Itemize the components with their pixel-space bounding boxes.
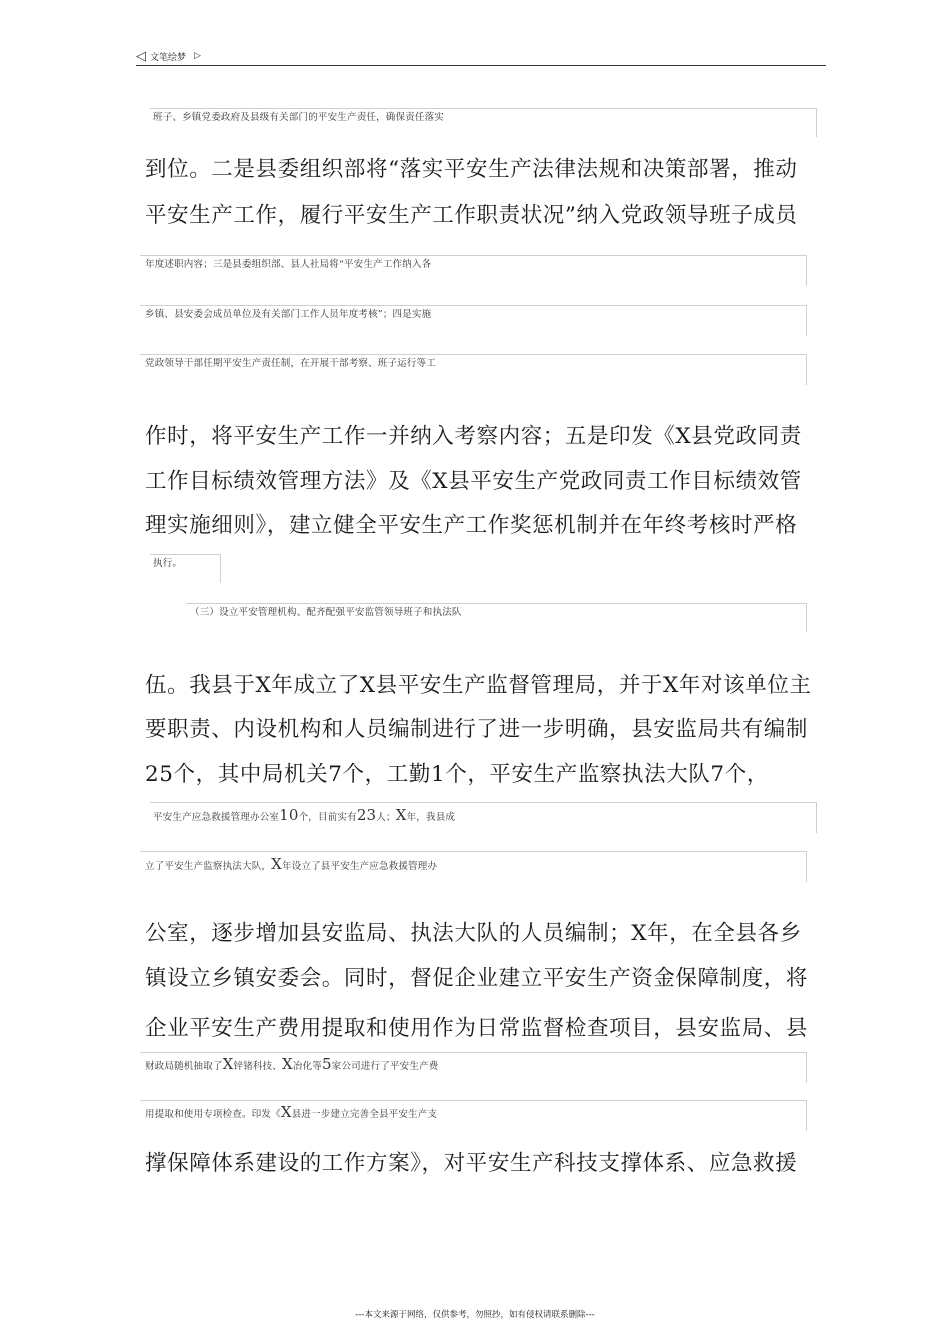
left-triangle-icon: ◁ xyxy=(136,48,146,64)
text-line: 到位。二是县委组织部将“落实平安生产法律法规和决策部署，推动 xyxy=(145,157,798,182)
mixed-text-line: 平安生产应急救援管理办公室10个，目前实有23人；X年，我县成 xyxy=(153,806,456,824)
header-title: 文笔绘梦 xyxy=(150,52,187,63)
text-line: 25个，其中局机关7个，工勤1个，平安生产监察执法大队7个， xyxy=(145,762,769,787)
text-line: 乡镇、县安委会成员单位及有关部门工作人员年度考核”；四是实施 xyxy=(145,309,432,320)
text-line: 要职责、内设机构和人员编制进行了进一步明确，县安监局共有编制 xyxy=(145,717,809,742)
text-line: 年度述职内容；三是县委组织部、县人社局将“平安生产工作纳入各 xyxy=(145,259,432,270)
text-line: 班子、乡镇党委政府及县级有关部门的平安生产责任，确保责任落实 xyxy=(153,112,445,123)
mixed-text-line: 立了平安生产监察执法大队，X年设立了县平安生产应急救援管理办 xyxy=(145,855,438,873)
text-line: 理实施细则》，建立健全平安生产工作奖惩机制并在年终考核时严格 xyxy=(145,513,798,538)
page-header xyxy=(136,48,201,64)
text-line: 作时，将平安生产工作一并纳入考察内容；五是印发《X县党政同责 xyxy=(145,424,802,449)
text-line: 工作目标绩效管理方法》及《X县平安生产党政同责工作目标绩效管 xyxy=(145,469,802,494)
text-line: 撑保障体系建设的工作方案》，对平安生产科技支撑体系、应急救援 xyxy=(145,1151,798,1176)
header-rule xyxy=(136,65,826,66)
text-line: 公室，逐步增加县安监局、执法大队的人员编制；X年，在全县各乡 xyxy=(145,921,802,946)
text-line: 党政领导干部任期平安生产责任制，在开展干部考察、班子运行等工 xyxy=(145,358,437,369)
text-line: 镇设立乡镇安委会。同时，督促企业建立平安生产资金保障制度，将 xyxy=(145,966,809,991)
section-heading: （三）设立平安管理机构、配齐配强平安监管领导班子和执法队 xyxy=(190,607,462,618)
mixed-text-line: 用提取和使用专项检查。印发《X县进一步建立完善全县平安生产支 xyxy=(145,1103,438,1121)
mixed-text-line: 财政局随机抽取了X锌锗科技、X冶化等5家公司进行了平安生产费 xyxy=(145,1055,439,1073)
right-triangle-icon: ▷ xyxy=(194,51,201,61)
text-line: 执行。 xyxy=(153,558,183,569)
page-footer: ---本文来源于网络，仅供参考，勿照抄，如有侵权请联系删除--- xyxy=(355,1310,595,1320)
text-line: 企业平安生产费用提取和使用作为日常监督检查项目，县安监局、县 xyxy=(145,1016,809,1041)
text-line: 平安生产工作，履行平安生产工作职责状况”纳入党政领导班子成员 xyxy=(145,203,798,228)
text-line: 伍。我县于X年成立了X县平安生产监督管理局，并于X年对该单位主 xyxy=(145,673,812,698)
